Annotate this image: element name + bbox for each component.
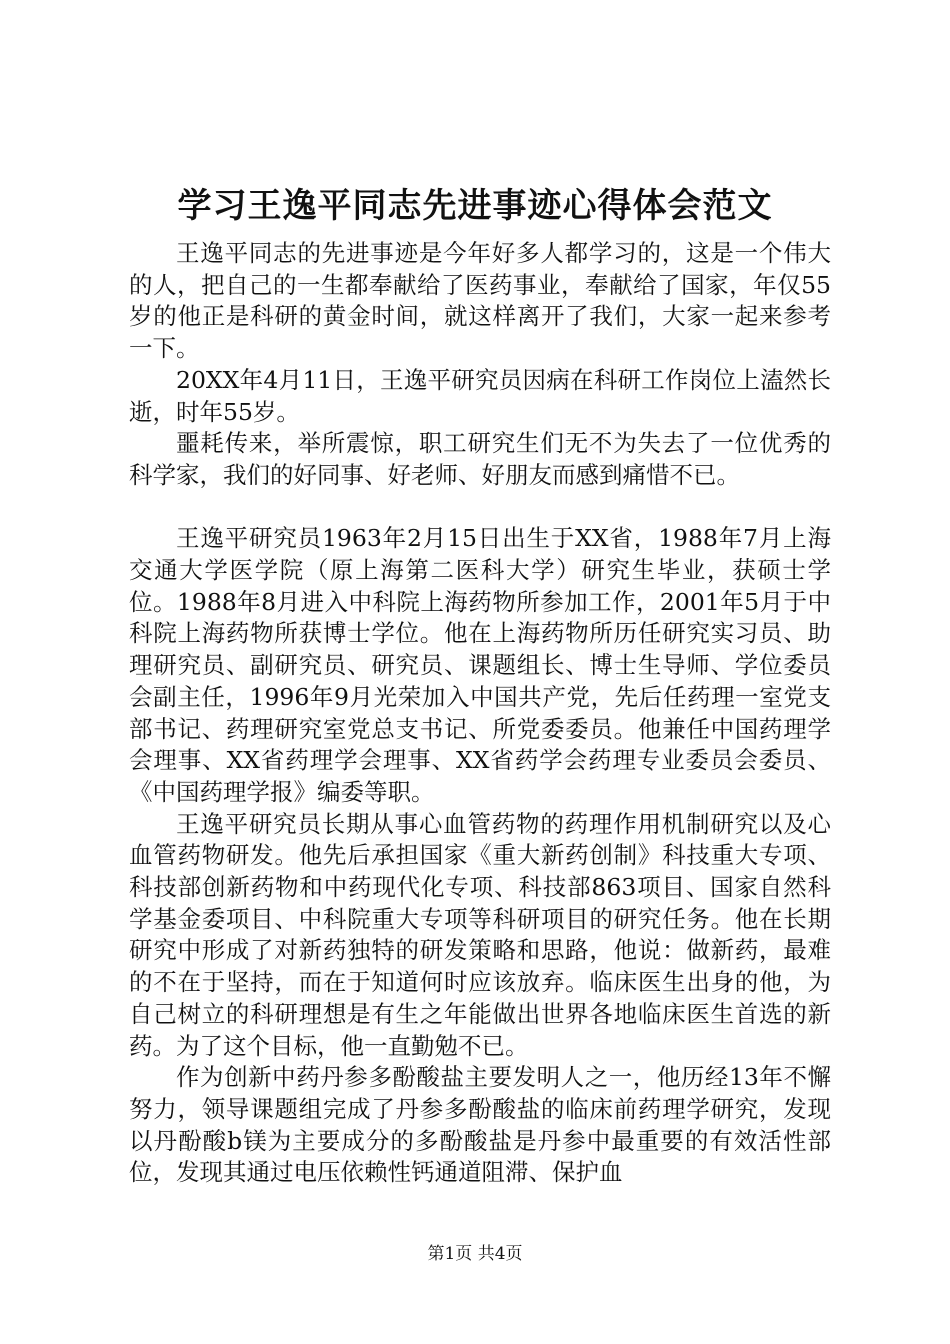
paragraph-biography: 王逸平研究员1963年2月15日出生于XX省，1988年7月上海交通大学医学院（原上海第二医科大学）研究生毕业，获硕士学位。1988年8月进入中科院上海药物所参加工作，2001年5月于中科院上海药物所获博士学位。他在上海药物所历任研究实习员、助理研究员、副研究员、研究员、课题组长、博士生导师、学位委员会副主任，1996年9月光荣加入中国共产党，先后任药理一室党支部书记、药理研究室党总支书记、所党委委员。他兼任中国药理学会理事、XX省药理学会理事、XX省药学会药理专业委员会委员、《中国药理学报》编委等职。 [129, 524, 831, 806]
paragraph-news: 噩耗传来，举所震惊，职工研究生们无不为失去了一位优秀的科学家，我们的好同事、好老师、好朋友而感到痛惜不已。 [129, 429, 831, 489]
paragraph-invention: 作为创新中药丹参多酚酸盐主要发明人之一，他历经13年不懈努力，领导课题组完成了丹参多酚酸盐的临床前药理学研究，发现以丹酚酸b镁为主要成分的多酚酸盐是丹参中最重要的有效活性部位，发现其通过电压依赖性钙通道阻滞、保护血 [129, 1063, 831, 1187]
document-title: 学习王逸平同志先进事迹心得体会范文 [177, 186, 773, 226]
page-number: 第1页 共4页 [427, 1244, 523, 1264]
paragraph-research: 王逸平研究员长期从事心血管药物的药理作用机制研究以及心血管药物研发。他先后承担国家《重大新药创制》科技重大专项、科技部创新药物和中药现代化专项、科技部863项目、国家自然科学基金委项目、中科院重大专项等科研项目的研究任务。他在长期研究中形成了对新药独特的研发策略和思路，他说：做新药，最难的不在于坚持，而在于知道何时应该放弃。临床医生出身的他，为自己树立的科研理想是有生之年能做出世界各地临床医生首选的新药。为了这个目标，他一直勤勉不已。 [129, 809, 831, 1060]
document-body [129, 238, 831, 1189]
paragraph-date: 20XX年4月11日，王逸平研究员因病在科研工作岗位上溘然长逝，时年55岁。 [129, 365, 831, 426]
paragraph-intro: 王逸平同志的先进事迹是今年好多人都学习的，这是一个伟大的人，把自己的一生都奉献给了医药事业，奉献给了国家，年仅55岁的他正是科研的黄金时间，就这样离开了我们，大家一起来参考一下。 [129, 239, 831, 363]
